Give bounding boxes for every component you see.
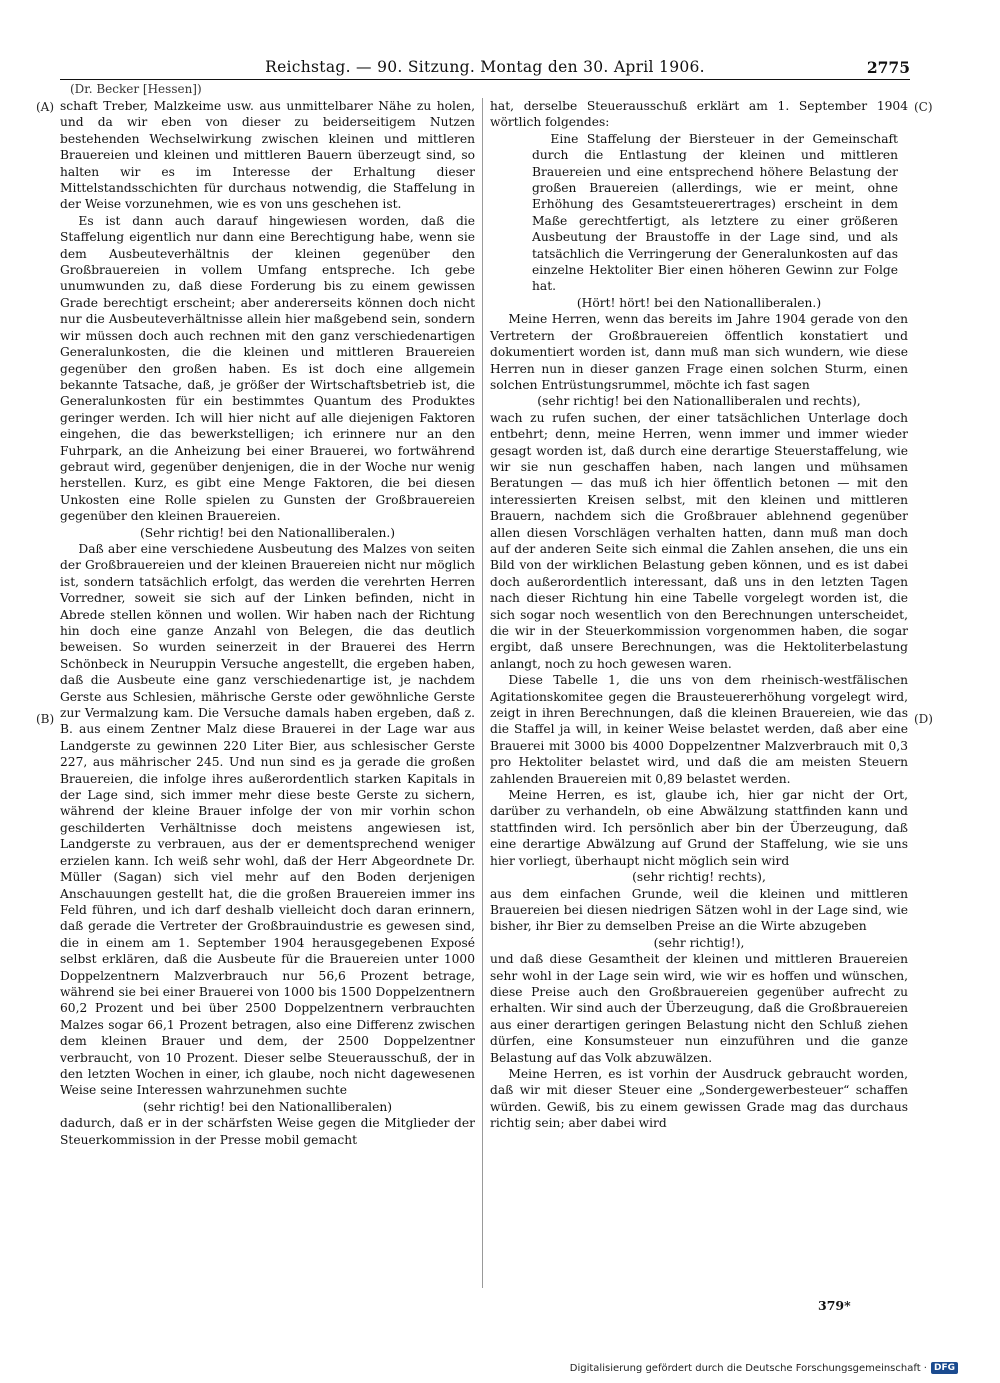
column-divider [482, 98, 483, 1288]
paragraph: schaft Treber, Malzkeime usw. aus unmittelbarer Nähe zu holen, und da wir eben von dieser zu beiderseitigem Nutzen bestehenden Wechselwirkung zwischen kleinen und mittleren Brauereien und kleinen und mittleren Bauern überzeugt sind, so halten wir es im Interesse der Erhaltung dieser Mittelstandsschichten für durchaus notwendig, die Staffelung in der Weise vorzunehmen, wie es von uns geschehen ist. [60, 99, 475, 212]
footer [570, 1362, 958, 1374]
paragraph: Diese Tabelle 1, die uns von dem rheinisch-westfälischen Agitationskomitee gegen die Brausteuererhöhung vorgelegt wird, zeigt in ihren Berechnungen, daß die kleinen Brauereien, wie das die Staffel ja will, in keiner Weise belastet werden, daß aber eine Brauerei mit 3000 bis 4000 Doppelzentner Malzverbrauch mit 0,3 pro Hektoliter belastet wird, und daß die am meisten Steuern zahlenden Brauereien mit 0,89 belastet werden. [490, 673, 908, 786]
interjection: (sehr richtig! bei den Nationalliberalen) [142, 1099, 393, 1114]
left-column [60, 98, 475, 1148]
header-rule [60, 79, 910, 80]
paragraph: Es ist dann auch darauf hingewiesen worden, daß die Staffelung eigentlich nur dann eine Berechtigung habe, wenn sie dem Ausbeuteverhältnis der kleinen gegenüber den Großbrauereien in vollem Umfang entspreche. Ich gebe unumwunden zu, daß diese Forderung bis zu einem gewissen Grade berechtigt erscheint; aber andererseits können doch nicht nur die Ausbeuteverhältnisse allein hier maßgebend sein, sondern wir müssen doch auch rechnen mit den ganz verschiedenartigen Generalunkosten, die die kleinen und mittleren Brauereien gegenüber den großen haben. Es ist doch eine allgemein bekannte Tatsache, daß, je größer der Wirtschaftsbetrieb ist, die Generalunkosten für ein bestimmtes Quantum des Produktes geringer werden. Ich will hier nicht auf alle diejenigen Faktoren eingehen, die das bewerkstelligen; ich erinnere nur an den Fuhrpark, an die Anheizung bei einer Brauerei, wo fortwährend gebraut wird, gegenüber denjenigen, die in der Woche nur wenig herstellen. Kurz, es gibt eine Menge Faktoren, die bei diesen Unkosten eine Rolle spielen zu Gunsten der Großbrauereien gegenüber den kleinen Brauereien. [60, 213, 475, 524]
page-header [60, 58, 910, 80]
paragraph: aus dem einfachen Grunde, weil die kleinen und mittleren Brauereien bei diesen niedrigen Sätzen wohl in der Lage sind, wie bisher, ihr Bier zu demselben Preise an die Wirte abzugeben [490, 886, 908, 934]
footer-credit: Digitalisierung gefördert durch die Deutsche Forschungsgemeinschaft · [569, 1362, 927, 1374]
speaker-label: (Dr. Becker [Hessen]) [70, 82, 202, 96]
quotation: Eine Staffelung der Biersteuer in der Gemeinschaft durch die Entlastung der kleinen und mittleren Brauereien und eine entsprechend höhere Belastung der großen Brauereien (allerdings, wie er meint, ohne Erhöhung des Gesamtsteuerertrages) erscheint in dem Maße gerechtfertigt, als letztere zu einer größeren Ausbeutung der Braustoffe in der Lage sind, und als tatsächlich die Verringerung der Generalunkosten auf das einzelne Hektoliter Bier einen höheren Gewinn zur Folge hat. [532, 131, 898, 294]
margin-marker-d: (D) [914, 712, 933, 726]
interjection: (Hört! hört! bei den Nationalliberalen.) [576, 295, 822, 310]
margin-marker-a: (A) [36, 100, 55, 114]
interjection: (sehr richtig! bei den Nationalliberalen und rechts), [537, 394, 861, 409]
paragraph: Meine Herren, wenn das bereits im Jahre 1904 gerade von den Vertretern der Großbrauereien öffentlich konstatiert und dokumentiert worden ist, dann muß man sich wundern, wie diese Herren nun in dieser ganzen Frage einen solchen Sturm, einen solchen Entrüstungsrummel, möchte ich fast sagen [490, 312, 908, 392]
interjection: (Sehr richtig! bei den Nationalliberalen.) [139, 525, 396, 540]
paragraph: dadurch, daß er in der schärfsten Weise gegen die Mitglieder der Steuerkommission in der Presse mobil gemacht [60, 1116, 475, 1147]
paragraph: wach zu rufen suchen, der einer tatsächlichen Unterlage doch entbehrt; denn, meine Herren, wenn immer und immer wieder gesagt worden ist, daß durch eine derartige Steuerstaffelung, wie wir sie nun geschaffen haben, nach langen und mühsamen Beratungen — das muß ich hier öffentlich betonen — mit den interessierten Kreisen selbst, mit den kleinen und mittleren Brauern, nachdem sich die Großbrauer ablehnend gegenüber allen diesen Vorschlägen verhalten hatten, dann muß man doch auf der anderen Seite sich einmal die Zahlen ansehen, die uns ein Bild von der wirklichen Belastung geben können, und es ist dabei doch außerordentlich interessant, daß uns in den letzten Tagen nach dieser Richtung hin eine Tabelle vorgelegt worden ist, die sich sogar noch wesentlich von den Berechnungen unterscheidet, die wir in der Steuerkommission vorgenommen haben, die sogar ergibt, daß unsere Berechnungen, was die Hektoliterbelastung anlangt, noch zu hoch gewesen waren. [490, 410, 908, 671]
paragraph: Meine Herren, es ist, glaube ich, hier gar nicht der Ort, darüber zu verhandeln, ob eine Abwälzung stattfinden kann und stattfinden wird. Ich persönlich aber bin der Überzeugung, daß eine derartige Abwälzung auf Grund der Staffelung, wie sie uns hier vorliegt, überhaupt nicht möglich sein wird [490, 788, 908, 868]
margin-marker-c: (C) [914, 100, 933, 114]
right-column [490, 98, 908, 1132]
paragraph: Meine Herren, es ist vorhin der Ausdruck gebraucht worden, daß wir mit dieser Steuer eine „Sondergewerbesteuer“ schaffen würden. Gewiß, bis zu einem gewissen Grade mag das durchaus richtig sein; aber dabei wird [490, 1066, 908, 1131]
paragraph: Daß aber eine verschiedene Ausbeutung des Malzes von seiten der Großbrauereien und der kleinen Brauereien nicht nur möglich ist, sondern tatsächlich erfolgt, das werden die verehrten Herren Vorredner, soweit sie sich auf der Linken befinden, nicht in Abrede stellen können und wollen. Wir haben nach der Richtung hin doch eine ganze Anzahl von Belegen, die das deutlich beweisen. So wurden seinerzeit in der Brauerei des Herrn Schönbeck in Neuruppin Versuche angestellt, die ergeben haben, daß die Ausbeute eine ganz verschiedenartige ist, je nachdem Gerste aus Schlesien, mährische Gerste oder gewöhnliche Gerste zur Vermalzung kam. Die Versuche damals haben ergeben, daß z. B. aus einem Zentner Malz diese Brauerei in der Lage war aus Landgerste zu gewinnen 220 Liter Bier, aus schlesischer Gerste 227, aus mährischer 245. Und nun sind es ja gerade die großen Brauereien, die infolge ihres außerordentlich starken Kapitals in der Lage sind, sich immer mehr diese beste Gerste zu sichern, während der kleine Brauer infolge der von mir vorhin schon geschilderten Verhältnisse doch meistens angewiesen ist, Landgerste zu verbrauen, aus der er dementsprechend weniger erzielen kann. Ich weiß sehr wohl, daß der Herr Abgeordnete Dr. Müller (Sagan) sich viel mehr auf den Boden derjenigen Anschauungen gestellt hat, die die großen Brauereien immer ins Feld führen, und ich darf deshalb vielleicht doch daran erinnern, daß gerade die Vertreter der Großbrauindustrie es gewesen sind, die in einem am 1. September 1904 herausgegebenen Exposé selbst erklären, daß die Ausbeute für die Brauereien unter 1000 Doppelzentnern Malzverbrauch nur 56,6 Prozent betrage, während sie bei einer Brauerei von 1000 bis 1500 Doppelzentnern 60,2 Prozent und bei über 2500 Doppelzentnern verbrauchten Malzes sogar 66,1 Prozent betragen, also eine Differenz zwischen dem kleinen Brauer und dem, der 2500 Doppelzentner verbraucht, von 10 Prozent. Dieser selbe Steuerausschuß, der in den letzten Wochen in einer, ich glaube, noch nicht dagewesenen Weise seine Interessen wahrzunehmen suchte [60, 541, 475, 1098]
paragraph: hat, derselbe Steuerausschuß erklärt am 1. September 1904 wörtlich folgendes: [490, 99, 908, 130]
signature-mark: 379* [818, 1298, 851, 1313]
interjection: (sehr richtig! rechts), [632, 870, 766, 885]
interjection: (sehr richtig!), [653, 935, 745, 950]
dfg-logo: DFG [931, 1362, 958, 1374]
page-number: 2775 [866, 58, 910, 77]
paragraph: und daß diese Gesamtheit der kleinen und mittleren Brauereien sehr wohl in der Lage sein wird, wie wir es hoffen und wünschen, diese Preise auch den Großbrauereien gegenüber aufrecht zu erhalten. Wir sind auch der Überzeugung, daß die Großbrauereien aus einer derartigen geringen Belastung nicht den Schluß ziehen dürfen, eine Konsumsteuer nun einzuführen und die ganze Belastung auf das Volk abzuwälzen. [490, 952, 908, 1065]
margin-marker-b: (B) [36, 712, 55, 726]
header-title: Reichstag. — 90. Sitzung. Montag den 30. April 1906. [265, 58, 705, 76]
